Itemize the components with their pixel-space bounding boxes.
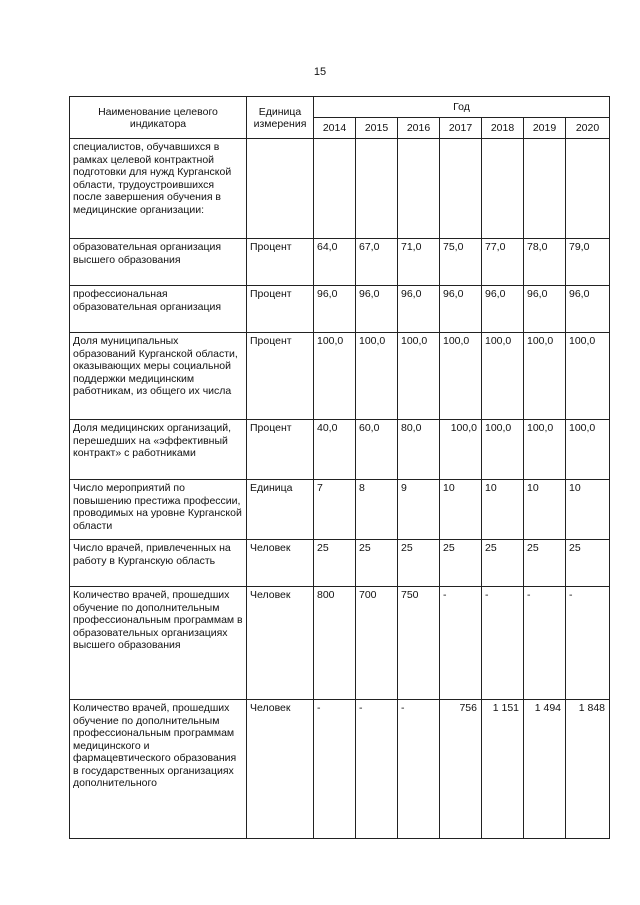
value-cell: 25 [398,540,440,587]
table-row [70,700,610,839]
value-cell: 9 [398,480,440,540]
indicator-name: Количество врачей, прошедших обучение по дополнительным профессиональным программам медицинского и фармацевтического образования в государственных организациях дополнительного [70,700,247,839]
header-year-2020: 2020 [566,118,610,139]
value-cell: 750 [398,587,440,700]
value-cell: 80,0 [398,420,440,480]
table-row [70,587,610,700]
header-year-2014: 2014 [314,118,356,139]
value-cell: 77,0 [482,239,524,286]
value-cell: 8 [356,480,398,540]
table-row [70,540,610,587]
table-header [70,97,610,139]
indicator-unit: Процент [247,239,314,286]
value-cell: 40,0 [314,420,356,480]
value-cell: - [356,700,398,839]
value-cell: 96,0 [314,286,356,333]
value-cell: - [524,587,566,700]
table-row [70,286,610,333]
value-cell: 25 [524,540,566,587]
header-year-group: Год [314,97,610,118]
indicator-name: образовательная организация высшего образования [70,239,247,286]
value-cell: 78,0 [524,239,566,286]
table-row [70,420,610,480]
value-cell: 1 848 [566,700,610,839]
value-cell: 10 [524,480,566,540]
value-cell: 800 [314,587,356,700]
table-body [70,139,610,839]
value-cell: - [398,700,440,839]
indicator-name: Доля муниципальных образований Курганской области, оказывающих меры социальной поддержки медицинским работникам, из общего их числа [70,333,247,420]
indicator-name: Число мероприятий по повышению престижа профессии, проводимых на уровне Курганской области [70,480,247,540]
value-cell [566,139,610,239]
header-year-2019: 2019 [524,118,566,139]
value-cell: 96,0 [398,286,440,333]
value-cell: 100,0 [566,333,610,420]
value-cell: - [314,700,356,839]
value-cell [482,139,524,239]
value-cell: 96,0 [482,286,524,333]
value-cell: 100,0 [482,420,524,480]
header-unit: Единица измерения [247,97,314,139]
value-cell: 79,0 [566,239,610,286]
value-cell: 25 [482,540,524,587]
table-row [70,239,610,286]
value-cell: 96,0 [566,286,610,333]
value-cell [314,139,356,239]
value-cell: 10 [482,480,524,540]
value-cell [524,139,566,239]
value-cell: 96,0 [356,286,398,333]
indicator-unit [247,139,314,239]
value-cell: 75,0 [440,239,482,286]
value-cell: 64,0 [314,239,356,286]
table-row [70,480,610,540]
indicator-name: профессиональная образовательная организация [70,286,247,333]
indicator-name: Число врачей, привлеченных на работу в Курганскую область [70,540,247,587]
page-number: 15 [313,66,327,78]
value-cell: 10 [440,480,482,540]
value-cell: 10 [566,480,610,540]
indicator-name: специалистов, обучавшихся в рамках целевой контрактной подготовки для нужд Курганской области, трудоустроившихся после завершения обучения в медицинские организации: [70,139,247,239]
value-cell: 100,0 [566,420,610,480]
header-year-2015: 2015 [356,118,398,139]
value-cell [398,139,440,239]
header-year-2018: 2018 [482,118,524,139]
indicator-unit: Единица [247,480,314,540]
value-cell: 100,0 [398,333,440,420]
value-cell: - [440,587,482,700]
header-indicator-name: Наименование целевого индикатора [70,97,247,139]
indicator-unit: Процент [247,333,314,420]
value-cell: 25 [356,540,398,587]
indicator-unit: Процент [247,420,314,480]
indicator-name: Доля медицинских организаций, перешедших на «эффективный контракт» с работниками [70,420,247,480]
value-cell: 67,0 [356,239,398,286]
value-cell: 100,0 [524,333,566,420]
value-cell: 100,0 [524,420,566,480]
value-cell: 60,0 [356,420,398,480]
header-year-2016: 2016 [398,118,440,139]
value-cell: 71,0 [398,239,440,286]
value-cell: 96,0 [524,286,566,333]
indicator-unit: Человек [247,540,314,587]
value-cell: 96,0 [440,286,482,333]
indicator-unit: Человек [247,700,314,839]
value-cell: 25 [314,540,356,587]
value-cell: 100,0 [440,420,482,480]
value-cell: 100,0 [314,333,356,420]
header-year-2017: 2017 [440,118,482,139]
indicator-unit: Человек [247,587,314,700]
table-row [70,333,610,420]
value-cell: - [566,587,610,700]
table-row [70,139,610,239]
value-cell: 100,0 [356,333,398,420]
value-cell: 1 151 [482,700,524,839]
value-cell: - [482,587,524,700]
indicators-table [69,96,610,839]
value-cell [356,139,398,239]
indicator-unit: Процент [247,286,314,333]
value-cell: 700 [356,587,398,700]
value-cell: 25 [566,540,610,587]
value-cell: 7 [314,480,356,540]
value-cell: 100,0 [482,333,524,420]
value-cell: 100,0 [440,333,482,420]
value-cell [440,139,482,239]
value-cell: 1 494 [524,700,566,839]
value-cell: 756 [440,700,482,839]
value-cell: 25 [440,540,482,587]
indicator-name: Количество врачей, прошедших обучение по дополнительным профессиональным программам в образовательных организациях высшего образования [70,587,247,700]
header-row-main [70,97,610,118]
